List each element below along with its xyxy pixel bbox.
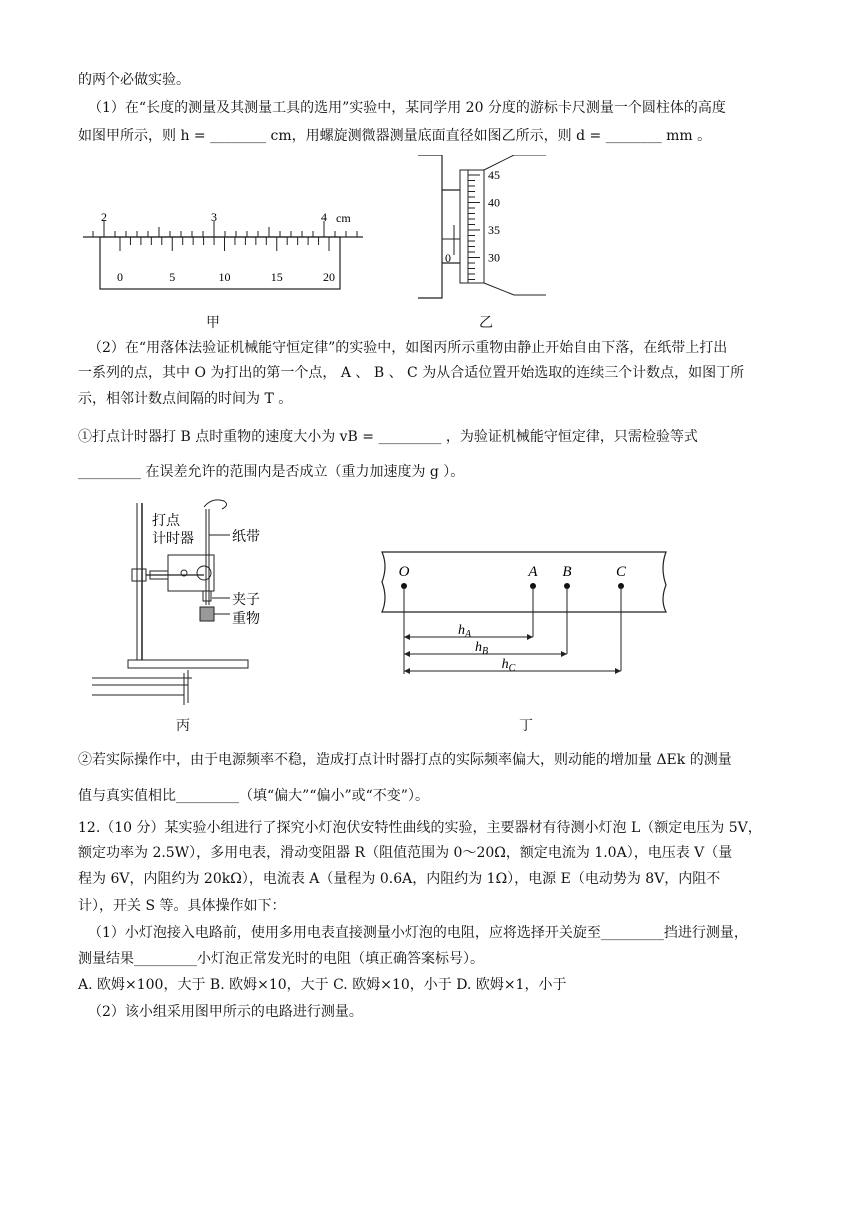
text-line: （1）小灯泡接入电路前，使用多用电表直接测量小灯泡的电阻，应将选择开关旋至_________挡进行测量， <box>88 925 748 941</box>
caliper-main-label: 4 <box>321 210 327 224</box>
caliper-unit-label: cm <box>336 211 351 225</box>
caliper-vernier-label: 5 <box>169 270 176 284</box>
vernier-caliper-figure <box>78 205 368 300</box>
caption-ding: 丁 <box>519 718 533 734</box>
caption-yi: 乙 <box>479 315 493 331</box>
text-line: 12.（10 分）某实验小组进行了探究小灯泡伏安特性曲线的实验，主要器材有待测小灯泡 L（额定电压为 5V， <box>78 820 762 836</box>
tape-dimension-arrow <box>404 668 410 674</box>
text-line: A. 欧姆×100，大于 B. 欧姆×10，大于 C. 欧姆×10，小于 D. 欧姆×1，小于 <box>78 977 567 993</box>
text-line: 值与真实值相比_________（填“偏大”“偏小”或“不变”）。 <box>78 788 429 804</box>
text-line: 示，相邻计数点间隔的时间为 T 。 <box>78 391 293 407</box>
micrometer-thimble-label: 30 <box>488 250 500 265</box>
caption-jia: 甲 <box>206 315 220 331</box>
caliper-main-label: 3 <box>211 210 217 224</box>
tape-dimension-arrow <box>561 651 567 657</box>
micrometer-thimble-label: 40 <box>488 195 500 210</box>
tape-dimension-arrow <box>615 668 621 674</box>
apparatus-figure <box>92 495 292 705</box>
caliper-vernier-label: 10 <box>218 270 231 284</box>
clip-label: 夹子 <box>232 593 260 608</box>
micrometer-figure <box>414 155 554 305</box>
text-line: （2）在“用落体法验证机械能守恒定律”的实验中，如图丙所示重物由静止开始自由下落，在纸带上打出 <box>88 340 728 356</box>
caliper-main-label: 2 <box>101 210 107 224</box>
text-line: 测量结果_________小灯泡正常发光时的电阻（填正确答案标号）。 <box>78 951 484 967</box>
tape-dimension-label: $h_A$ <box>457 623 472 640</box>
tape-points <box>399 564 627 674</box>
text-line: 计），开关 S 等。具体操作如下： <box>78 898 286 914</box>
text-line: （1）在“长度的测量及其测量工具的选用”实验中，某同学用 20 分度的游标卡尺测量一个圆柱体的高度 <box>88 100 726 116</box>
weight-label: 重物 <box>232 612 260 627</box>
paper-tape-figure <box>378 550 678 690</box>
text-line: 的两个必做实验。 <box>78 72 190 88</box>
tape-dimension-arrow <box>404 651 410 657</box>
timer-label-2: 计时器 <box>152 532 194 547</box>
caliper-main-scale <box>83 210 363 237</box>
tape-point-label: O <box>398 564 410 580</box>
tape-dimension-arrow <box>527 634 533 640</box>
text-line: _________ 在误差允许的范围内是否成立（重力加速度为 g ）。 <box>78 464 465 480</box>
text-line: ①打点计时器打 B 点时重物的速度大小为 vB = _________ ，为验证机械能守恒定律，只需检验等式 <box>78 429 698 445</box>
caliper-vernier-scale <box>117 237 335 284</box>
tape-dimension-label: $h_C$ <box>501 657 516 674</box>
tape-label: 纸带 <box>232 530 260 545</box>
caliper-vernier-label: 20 <box>323 270 335 284</box>
text-line: 额定功率为 2.5W），多用电表，滑动变阻器 R（阻值范围为 0～20Ω，额定电流为 1.0A），电压表 V（量 <box>78 845 733 861</box>
caption-bing: 丙 <box>176 718 190 734</box>
micrometer-sleeve-label: 0 <box>445 251 451 265</box>
text-line: （2）该小组采用图甲所示的电路进行测量。 <box>88 1004 363 1020</box>
tape-dimension-label: $h_B$ <box>474 640 489 657</box>
text-line: 一系列的点，其中 O 为打出的第一个点， A 、 B 、 C 为从合适位置开始选取的连续三个计数点，如图丁所 <box>78 365 745 381</box>
tape-dimension-arrow <box>404 634 410 640</box>
caliper-vernier-label: 15 <box>270 270 283 284</box>
tape-point-label: A <box>528 564 538 580</box>
text-line: ②若实际操作中，由于电源频率不稳，造成打点计时器打点的实际频率偏大，则动能的增加量 ΔEk 的测量 <box>78 752 732 768</box>
caliper-vernier-label: 0 <box>117 270 123 284</box>
text-line: 程为 6V，内阻约为 20kΩ），电流表 A（量程为 0.6A，内阻约为 1Ω），电源 E（电动势为 8V，内阻不 <box>78 871 721 887</box>
timer-label-1: 打点 <box>152 514 180 529</box>
tape-point-label: B <box>562 564 572 580</box>
text-line: 如图甲所示，则 h = ________ cm，用螺旋测微器测量底面直径如图乙所示，则 d = ________ mm 。 <box>78 128 712 144</box>
micrometer-thimble-label: 45 <box>488 168 500 182</box>
tape-point-label: C <box>615 564 627 580</box>
micrometer-thimble-label: 35 <box>488 223 500 237</box>
